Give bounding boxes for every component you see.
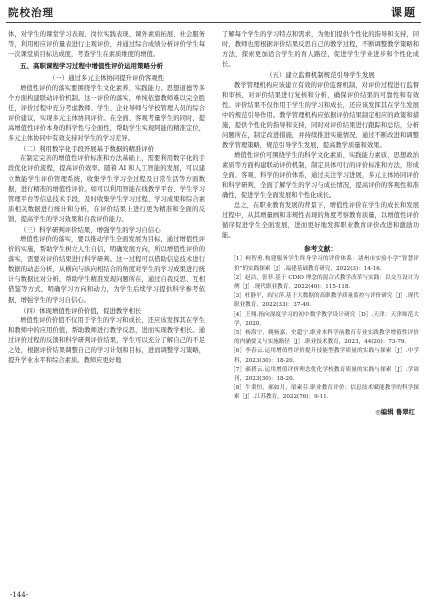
page-number: -144- — [10, 591, 29, 599]
running-header — [0, 0, 427, 24]
subsection-heading: （三）科学研判评价结果，增强学生的学习自信心 — [20, 225, 161, 234]
paragraph: 增值性评价的落实要围绕学生文化素养、实践能力、思想道德等多个方面构建联动评价机制。这一评价的落实，单纯依靠教师难以完全胜任，评价过程中充分考虑教师、学生、企业导师与学校管理人员的综合评价建议，实现多元主体协同评价。在全面、客观考量学生的同时，提高增值性评价本身的科学性与全面性，帮助学生实现阿能的精准定位，多元主体协同中有效支持对学生的学习差异。 — [8, 84, 205, 142]
section-heading: 五、高职课程学习过程中增值性评价运用策略分析 — [20, 62, 163, 71]
subsection-heading: （四）体现增值性评价价值，促进教学相长 — [20, 306, 142, 315]
subsection-heading: （五）建立监督机制规范引导学生发展 — [266, 71, 375, 80]
subsection-heading: （一）通过多元主体协同提升评价客观性 — [48, 74, 165, 83]
right-column — [222, 30, 419, 416]
left-column — [8, 30, 205, 366]
reference-item: ［1］柯智勇.构建服务学生终身学习的评价体系：诸州市实验小学“智慧评价”的实践探索［J］.福建基础教育研究，2022(3)：14-16. — [230, 256, 419, 272]
reference-item: ［6］李春云.运用增值性评价提升技能型教学质量的实践与探索［J］.中学科，2023(30)：18-20. — [230, 348, 419, 364]
reference-item: ［8］牛秉恒，郝如月，梁素芬.职业教育评价：信息技术赋能教学的科学探索［J］.江苏教育，2022(76)：9-11. — [230, 385, 419, 401]
reference-item: ［2］赵洁，张菲.基于 CDIO 理念的混合式教学改革与实践：以交互设计为例［J］.现代职业教育，2022(40)：115-118. — [230, 274, 419, 291]
reference-item: ［5］杨海宁，姚杨嘉，史超宁.职业本科学前教育专业实践教学增值性评价的内涵要义与实施路径［J］.职业技术教育，2023，44(20)：73-79. — [230, 330, 419, 346]
paragraph: 在制定完善的增值性评价标准和方法基础上，需要利用数字化的手段优化评价流程，提高评价效率。随着 AI 和人工智能的发展，可以建立数能学生评价管理系统，收集学生学习全过程及日常生活等方面数据，进行精准的增值性评价。如可以利用智能在线教学平台、学生学习管理平台等信息技术手段，及时收集学生学习过程、学习成果和综合素质相关数据进行统计和分析，在评价结果上进行更为精准和全面的反馈，提高学生的学习效果和自我评价能力。 — [8, 155, 205, 223]
reference-item: ［7］郝碧云.运用增值评价理念优化学校教育质量的实践与探索［J］.学周刊，2023(30)：18-20. — [230, 366, 419, 383]
reference-item: ［4］王翔.指向深度学习的初中数学教学设计研究［D］.天津：天津师范大学，2020. — [230, 311, 419, 327]
editor-credit: ◎编辑 鲁翠红 — [375, 407, 415, 416]
reference-item: ［3］杜静平，阎宝萍.基于大数据的高职教学质量监控与评价研究［J］.现代职业教育，2022(33)：37-40. — [230, 293, 419, 309]
paragraph: 教学管理机构应该建立有效的评价监督机制，对评价过程进行监督和审核，对评价结果进行复核和分析，确保评价结果的可靠性和有效性。评价结果不仅作用于学生的学习和成长，还应该发挥其在学生发展中的规范引导作用。教学管理机构应依据评价结果制定相应的政策和措施，提供个性化的指导和支持，同时对评价结果进行跟踪和总结，分析问题所在，制定改进措施，并持续推进实施情况，通过不断改进和调整教学管理策略，规范引导学生发展，提高教学质量和效果。 — [222, 81, 419, 149]
section-label: 课题 — [391, 6, 417, 19]
journal-section-title: 院校治理 — [8, 7, 54, 19]
paragraph: 增值性评价的落实，要以推动学生全面发展为目标，通过增值性评价的实施，帮助学生树立人生自信，明确发展方向，所以增值性评价的落实，需要对评价结果进行科学研判。这一过程可以借助信息技术进行数据的动态分析，从横向与纵向相结合的角度对学生的学习成果进行统计与数据比对分析，帮助学生精准发现问题所在，通过自我反思、互相借鉴等方式，明确学习方向和动力，为学生后续学习提供科学参考依据，增强学生的学习自信心。 — [8, 236, 205, 304]
paragraph: 总之，在职业教育发展的背景下，增值性评价在学生的成长和发展过程中，从其增量画和非规性表现的角度考察教育质量，以增值性评价循序促进学生全面发展，进而更好地发挥职业教育评价改进和激励功能。 — [222, 202, 419, 240]
paragraph: 增值性评价可围绕学生的科学文化素质、实践能力素质、思想政治素质等方面构建联动评价机制，制定具体可行的评价标准和方法，形成全面、客观、科学的评价体系，通过关注学习进展，多元主体协同评价和科学研判，全面了解学生的学习与成长情况，提高评价的客观性和准确性，促进学生全面发展和个性化成长。 — [222, 152, 419, 200]
paragraph: 体，对学生的课堂学习表现、岗位实践表现、课外素质拓展、社会服务等，利用相应评价量表进行主观评价，并通过综合成绩分析评价学生每一次课堂质目标达成度，考查学生在素质维度的增值。 — [8, 31, 205, 59]
reference-list — [222, 255, 419, 402]
paragraph: 增值性评价价值不仅用于学生的学习和成长，还应该发挥其在学生和教师中的应用价值，帮助教师进行教学反思，进而实现教学相长。通过评价过程的反馈和科学研判评价结果，学生可以充分了解自己的不足之处，根据评价结果调整自己的学习计划和目标，进而调整学习策略，提升学业水平和综合素质。教师应更好地 — [8, 317, 205, 365]
references-title: 参考文献： — [304, 245, 337, 254]
paragraph: 了解每个学生的学习特点和需求，为他们提供个性化的指导和支持，同时，教师也需根据评价结果反思自己的教学过程，不断调整教学策略和方法，探索更加适合学生的育人路径，促进学生学业进步和个性化成长。 — [222, 31, 419, 69]
subsection-heading: （二）利用数字化手段开展基于数据的精准评价 — [20, 144, 155, 153]
header-rule — [6, 22, 421, 23]
